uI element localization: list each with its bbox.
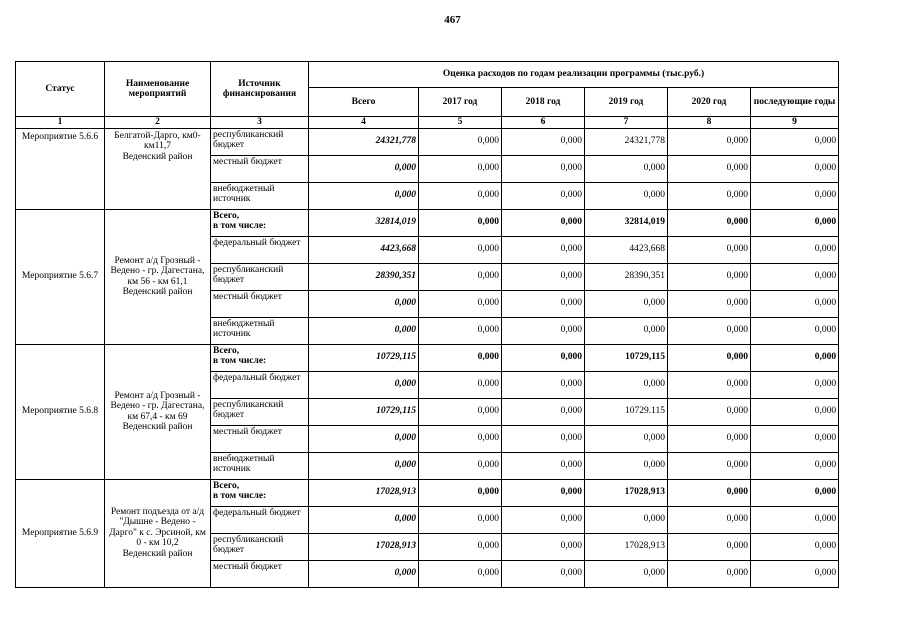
year-value: 24321,778 bbox=[585, 128, 668, 155]
event-status: Мероприятие 5.6.6 bbox=[16, 128, 105, 209]
funding-source: Всего, в том числе: bbox=[211, 209, 309, 236]
header-source: Источник финансирования bbox=[211, 62, 309, 117]
col-number: 2 bbox=[105, 117, 211, 129]
col-number: 1 bbox=[16, 117, 105, 129]
year-value: 0,000 bbox=[585, 506, 668, 533]
year-value: 17028,913 bbox=[585, 533, 668, 560]
total-value: 10729,115 bbox=[309, 344, 419, 371]
year-value: 0,000 bbox=[419, 290, 502, 317]
year-value: 0,000 bbox=[502, 128, 585, 155]
year-value: 0,000 bbox=[751, 155, 839, 182]
event-status: Мероприятие 5.6.9 bbox=[16, 479, 105, 587]
header-year-2017: 2017 год bbox=[419, 88, 502, 117]
year-value: 0,000 bbox=[751, 209, 839, 236]
table-row bbox=[16, 128, 839, 155]
year-value: 0,000 bbox=[419, 452, 502, 479]
year-value: 0,000 bbox=[751, 236, 839, 263]
header-year-total: Всего bbox=[309, 88, 419, 117]
page-number: 467 bbox=[444, 14, 461, 26]
year-value: 0,000 bbox=[668, 371, 751, 398]
year-value: 0,000 bbox=[419, 317, 502, 344]
total-value: 0,000 bbox=[309, 290, 419, 317]
year-value: 0,000 bbox=[668, 479, 751, 506]
total-value: 0,000 bbox=[309, 371, 419, 398]
year-value: 0,000 bbox=[502, 533, 585, 560]
col-number: 6 bbox=[502, 117, 585, 129]
year-value: 0,000 bbox=[751, 317, 839, 344]
funding-source: местный бюджет bbox=[211, 425, 309, 452]
year-value: 0,000 bbox=[419, 371, 502, 398]
year-value: 0,000 bbox=[502, 479, 585, 506]
year-value: 0,000 bbox=[419, 560, 502, 587]
year-value: 0,000 bbox=[668, 290, 751, 317]
year-value: 0,000 bbox=[502, 155, 585, 182]
year-value: 0,000 bbox=[419, 344, 502, 371]
total-value: 17028,913 bbox=[309, 533, 419, 560]
year-value: 0,000 bbox=[502, 290, 585, 317]
year-value: 0,000 bbox=[751, 290, 839, 317]
funding-source: местный бюджет bbox=[211, 290, 309, 317]
year-value: 0,000 bbox=[419, 398, 502, 425]
funding-source: внебюджетный источник bbox=[211, 317, 309, 344]
total-value: 4423,668 bbox=[309, 236, 419, 263]
funding-source: республиканский бюджет bbox=[211, 263, 309, 290]
col-number: 5 bbox=[419, 117, 502, 129]
year-value: 0,000 bbox=[502, 263, 585, 290]
year-value: 0,000 bbox=[502, 209, 585, 236]
total-value: 0,000 bbox=[309, 425, 419, 452]
year-value: 17028,913 bbox=[585, 479, 668, 506]
total-value: 0,000 bbox=[309, 560, 419, 587]
year-value: 0,000 bbox=[419, 425, 502, 452]
total-value: 10729,115 bbox=[309, 398, 419, 425]
funding-source: Всего, в том числе: bbox=[211, 344, 309, 371]
year-value: 0,000 bbox=[668, 128, 751, 155]
table-row bbox=[16, 344, 839, 371]
funding-source: республиканский бюджет bbox=[211, 533, 309, 560]
year-value: 0,000 bbox=[751, 452, 839, 479]
year-value: 0,000 bbox=[751, 533, 839, 560]
header-year-2018: 2018 год bbox=[502, 88, 585, 117]
year-value: 0,000 bbox=[502, 398, 585, 425]
year-value: 0,000 bbox=[419, 533, 502, 560]
year-value: 4423,668 bbox=[585, 236, 668, 263]
year-value: 0,000 bbox=[751, 506, 839, 533]
header-year-2020: 2020 год bbox=[668, 88, 751, 117]
year-value: 0,000 bbox=[585, 155, 668, 182]
event-name: Ремонт а/д Грозный - Ведено - гр. Дагестана, км 56 - км 61,1 Веденский район bbox=[105, 209, 211, 344]
year-value: 0,000 bbox=[668, 506, 751, 533]
year-value: 0,000 bbox=[419, 128, 502, 155]
year-value: 0,000 bbox=[585, 452, 668, 479]
total-value: 0,000 bbox=[309, 506, 419, 533]
year-value: 0,000 bbox=[751, 560, 839, 587]
year-value: 0,000 bbox=[502, 506, 585, 533]
year-value: 0,000 bbox=[419, 263, 502, 290]
col-number: 7 bbox=[585, 117, 668, 129]
year-value: 0,000 bbox=[668, 317, 751, 344]
year-value: 0,000 bbox=[668, 209, 751, 236]
year-value: 0,000 bbox=[502, 452, 585, 479]
header-estimate: Оценка расходов по годам реализации программы (тыс.руб.) bbox=[309, 62, 839, 88]
year-value: 0,000 bbox=[668, 236, 751, 263]
year-value: 0,000 bbox=[585, 182, 668, 209]
year-value: 0,000 bbox=[668, 425, 751, 452]
total-value: 0,000 bbox=[309, 317, 419, 344]
year-value: 0,000 bbox=[668, 182, 751, 209]
total-value: 0,000 bbox=[309, 452, 419, 479]
event-status: Мероприятие 5.6.8 bbox=[16, 344, 105, 479]
expense-table bbox=[15, 61, 839, 588]
col-number: 4 bbox=[309, 117, 419, 129]
year-value: 0,000 bbox=[419, 236, 502, 263]
table-row bbox=[16, 479, 839, 506]
year-value: 0,000 bbox=[585, 371, 668, 398]
year-value: 0,000 bbox=[751, 371, 839, 398]
year-value: 32814,019 bbox=[585, 209, 668, 236]
year-value: 0,000 bbox=[668, 560, 751, 587]
year-value: 0,000 bbox=[751, 398, 839, 425]
year-value: 0,000 bbox=[668, 155, 751, 182]
funding-source: республиканский бюджет bbox=[211, 398, 309, 425]
event-name: Ремонт подъезда от а/д "Дышне - Ведено - Дарго" к с. Эрсиной, км 0 - км 10,2 Веденский район bbox=[105, 479, 211, 587]
year-value: 0,000 bbox=[585, 425, 668, 452]
year-value: 0,000 bbox=[419, 209, 502, 236]
funding-source: Всего, в том числе: bbox=[211, 479, 309, 506]
event-name: Ремонт а/д Грозный - Ведено - гр. Дагестана, км 67,4 - км 69 Веденский район bbox=[105, 344, 211, 479]
year-value: 0,000 bbox=[751, 425, 839, 452]
year-value: 28390,351 bbox=[585, 263, 668, 290]
year-value: 0,000 bbox=[751, 128, 839, 155]
year-value: 0,000 bbox=[419, 182, 502, 209]
total-value: 24321,778 bbox=[309, 128, 419, 155]
total-value: 0,000 bbox=[309, 155, 419, 182]
year-value: 0,000 bbox=[668, 263, 751, 290]
year-value: 0,000 bbox=[751, 182, 839, 209]
year-value: 10729,115 bbox=[585, 344, 668, 371]
year-value: 0,000 bbox=[502, 317, 585, 344]
year-value: 0,000 bbox=[668, 452, 751, 479]
funding-source: местный бюджет bbox=[211, 560, 309, 587]
year-value: 0,000 bbox=[751, 263, 839, 290]
total-value: 28390,351 bbox=[309, 263, 419, 290]
col-number: 3 bbox=[211, 117, 309, 129]
event-name: Белгатой-Дарго, км0-км11,7 Веденский район bbox=[105, 128, 211, 209]
funding-source: внебюджетный источник bbox=[211, 452, 309, 479]
year-value: 0,000 bbox=[751, 479, 839, 506]
year-value: 0,000 bbox=[502, 371, 585, 398]
year-value: 0,000 bbox=[502, 560, 585, 587]
year-value: 0,000 bbox=[502, 236, 585, 263]
funding-source: республиканский бюджет bbox=[211, 128, 309, 155]
funding-source: федеральный бюджет bbox=[211, 506, 309, 533]
year-value: 0,000 bbox=[585, 317, 668, 344]
year-value: 0,000 bbox=[419, 506, 502, 533]
year-value: 0,000 bbox=[419, 155, 502, 182]
funding-source: внебюджетный источник bbox=[211, 182, 309, 209]
event-status: Мероприятие 5.6.7 bbox=[16, 209, 105, 344]
total-value: 32814,019 bbox=[309, 209, 419, 236]
year-value: 0,000 bbox=[751, 344, 839, 371]
header-status: Статус bbox=[16, 62, 105, 117]
year-value: 0,000 bbox=[668, 398, 751, 425]
year-value: 0,000 bbox=[668, 533, 751, 560]
funding-source: местный бюджет bbox=[211, 155, 309, 182]
total-value: 0,000 bbox=[309, 182, 419, 209]
year-value: 0,000 bbox=[502, 182, 585, 209]
col-number: 8 bbox=[668, 117, 751, 129]
year-value: 0,000 bbox=[419, 479, 502, 506]
year-value: 0,000 bbox=[585, 560, 668, 587]
year-value: 0,000 bbox=[585, 290, 668, 317]
header-name: Наименование мероприятий bbox=[105, 62, 211, 117]
funding-source: федеральный бюджет bbox=[211, 371, 309, 398]
header-year-later: последующие годы bbox=[751, 88, 839, 117]
header-year-2019: 2019 год bbox=[585, 88, 668, 117]
total-value: 17028,913 bbox=[309, 479, 419, 506]
year-value: 10729.115 bbox=[585, 398, 668, 425]
year-value: 0,000 bbox=[502, 344, 585, 371]
col-number: 9 bbox=[751, 117, 839, 129]
table-row bbox=[16, 209, 839, 236]
funding-source: федеральный бюджет bbox=[211, 236, 309, 263]
year-value: 0,000 bbox=[502, 425, 585, 452]
year-value: 0,000 bbox=[668, 344, 751, 371]
